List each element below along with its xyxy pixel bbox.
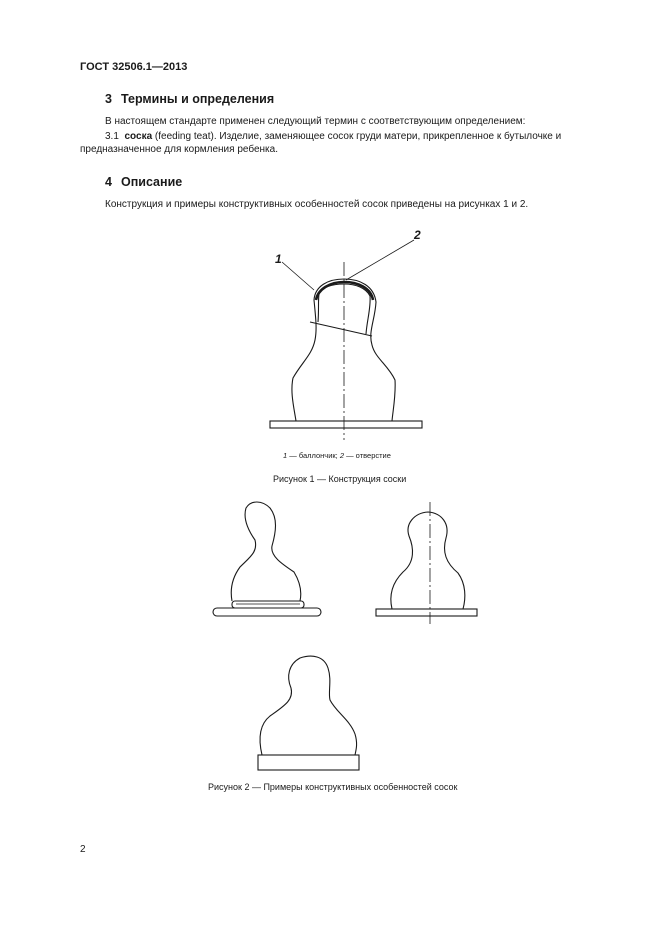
figure-1-label-2: 2 — [414, 228, 421, 242]
figure-1-caption: Рисунок 1 — Конструкция соски — [273, 474, 407, 484]
teat-a-base — [213, 608, 321, 616]
term-definition-line-2: предназначенное для кормления ребенка. — [80, 144, 278, 155]
term-name: соска — [124, 131, 153, 142]
teat-b-base — [376, 609, 477, 616]
teat-a-ring — [232, 601, 304, 608]
term-definition: Изделие, заменяющее сосок груди матери, прикрепленное к бутылочке и — [219, 131, 562, 142]
figure-1-label-1: 1 — [275, 252, 282, 266]
page-number: 2 — [80, 844, 86, 855]
teat-c-outline — [260, 656, 357, 755]
term-number: 3.1 — [105, 131, 119, 142]
teat-a-outline — [231, 502, 300, 601]
legend-text-2: — отверстие — [344, 451, 391, 460]
figure-2-caption: Рисунок 2 — Примеры конструктивных особенностей сосок — [208, 782, 458, 792]
legend-number-2: 2 — [339, 451, 345, 460]
term-english: (feeding teat). — [154, 131, 217, 142]
section-3-number: 3 — [105, 92, 112, 106]
section-4-text: Конструкция и примеры конструктивных особенностей сосок приведены на рисунках 1 и 2. — [105, 199, 529, 210]
teat-c-base — [258, 755, 359, 770]
legend-number-1: 1 — [283, 451, 288, 460]
teat-b-outline — [391, 512, 465, 609]
legend-text-1: — баллончик; — [287, 451, 340, 460]
section-4-title: Описание — [121, 175, 183, 189]
section-3-intro: В настоящем стандарте применен следующий термин с соответствующим определением: — [105, 116, 526, 127]
section-4-number: 4 — [105, 175, 112, 189]
section-3-title: Термины и определения — [121, 92, 275, 106]
document-header: ГОСТ 32506.1—2013 — [80, 61, 188, 73]
